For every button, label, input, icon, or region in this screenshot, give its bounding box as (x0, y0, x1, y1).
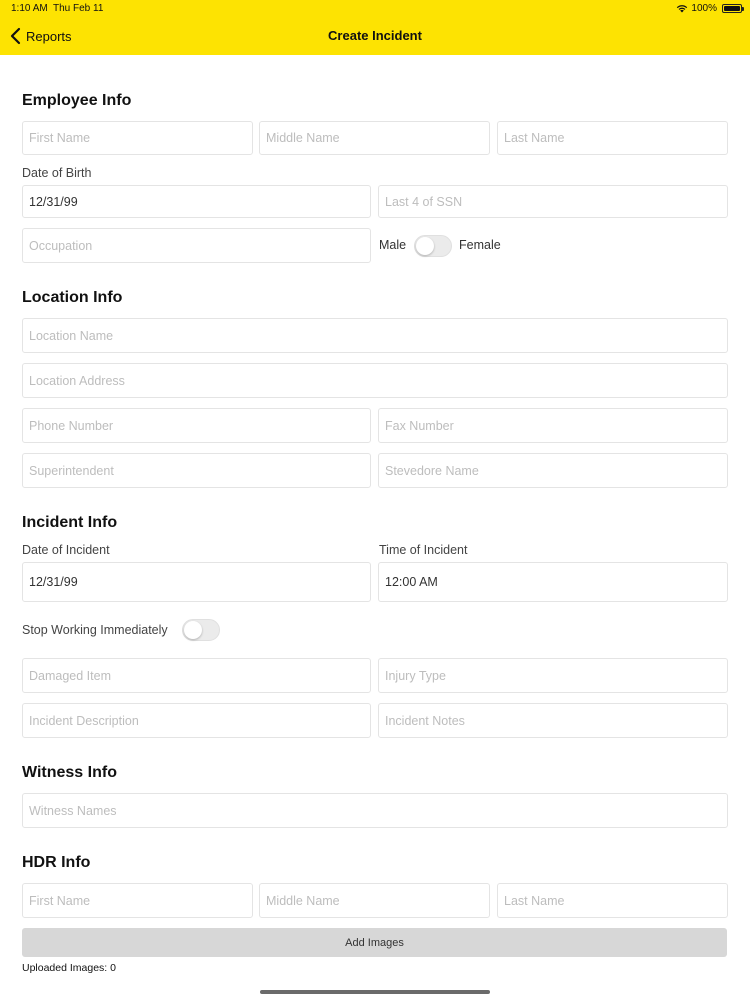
page-title: Create Incident (328, 28, 422, 43)
stop-working-toggle[interactable] (182, 619, 220, 641)
status-date: Thu Feb 11 (53, 3, 104, 14)
ssn-input[interactable] (378, 185, 728, 218)
employee-section-title: Employee Info (22, 92, 132, 109)
add-images-button[interactable]: Add Images (22, 928, 727, 957)
toggle-knob (184, 621, 202, 639)
dob-label: Date of Birth (22, 166, 92, 180)
home-indicator (260, 990, 490, 994)
stevedore-name-input[interactable] (378, 453, 728, 488)
employee-middle-name-input[interactable] (259, 121, 490, 155)
stop-working-label: Stop Working Immediately (22, 623, 168, 637)
incident-time-label: Time of Incident (379, 543, 468, 557)
dob-input[interactable] (22, 185, 371, 218)
location-section-title: Location Info (22, 289, 123, 306)
status-time: 1:10 AM (11, 3, 48, 14)
employee-last-name-input[interactable] (497, 121, 728, 155)
battery-icon (722, 4, 742, 13)
fax-number-input[interactable] (378, 408, 728, 443)
employee-first-name-input[interactable] (22, 121, 253, 155)
hdr-middle-name-input[interactable] (259, 883, 490, 918)
incident-time-input[interactable] (378, 562, 728, 602)
hdr-last-name-input[interactable] (497, 883, 728, 918)
toggle-knob (416, 237, 434, 255)
uploaded-images-count: Uploaded Images: 0 (22, 962, 116, 974)
incident-notes-input[interactable] (378, 703, 728, 738)
navigation-bar (0, 0, 750, 55)
gender-toggle[interactable] (414, 235, 452, 257)
back-label: Reports (26, 28, 72, 44)
damaged-item-input[interactable] (22, 658, 371, 693)
incident-date-label: Date of Incident (22, 543, 110, 557)
battery-percent: 100% (691, 3, 717, 14)
female-label: Female (459, 238, 501, 252)
occupation-input[interactable] (22, 228, 371, 263)
location-name-input[interactable] (22, 318, 728, 353)
wifi-icon (676, 4, 688, 13)
phone-number-input[interactable] (22, 408, 371, 443)
incident-section-title: Incident Info (22, 514, 118, 531)
hdr-section-title: HDR Info (22, 854, 91, 871)
injury-type-input[interactable] (378, 658, 728, 693)
witness-section-title: Witness Info (22, 764, 117, 781)
location-address-input[interactable] (22, 363, 728, 398)
hdr-first-name-input[interactable] (22, 883, 253, 918)
incident-date-input[interactable] (22, 562, 371, 602)
status-right (676, 3, 742, 14)
incident-description-input[interactable] (22, 703, 371, 738)
superintendent-input[interactable] (22, 453, 371, 488)
witness-names-input[interactable] (22, 793, 728, 828)
male-label: Male (379, 238, 407, 252)
